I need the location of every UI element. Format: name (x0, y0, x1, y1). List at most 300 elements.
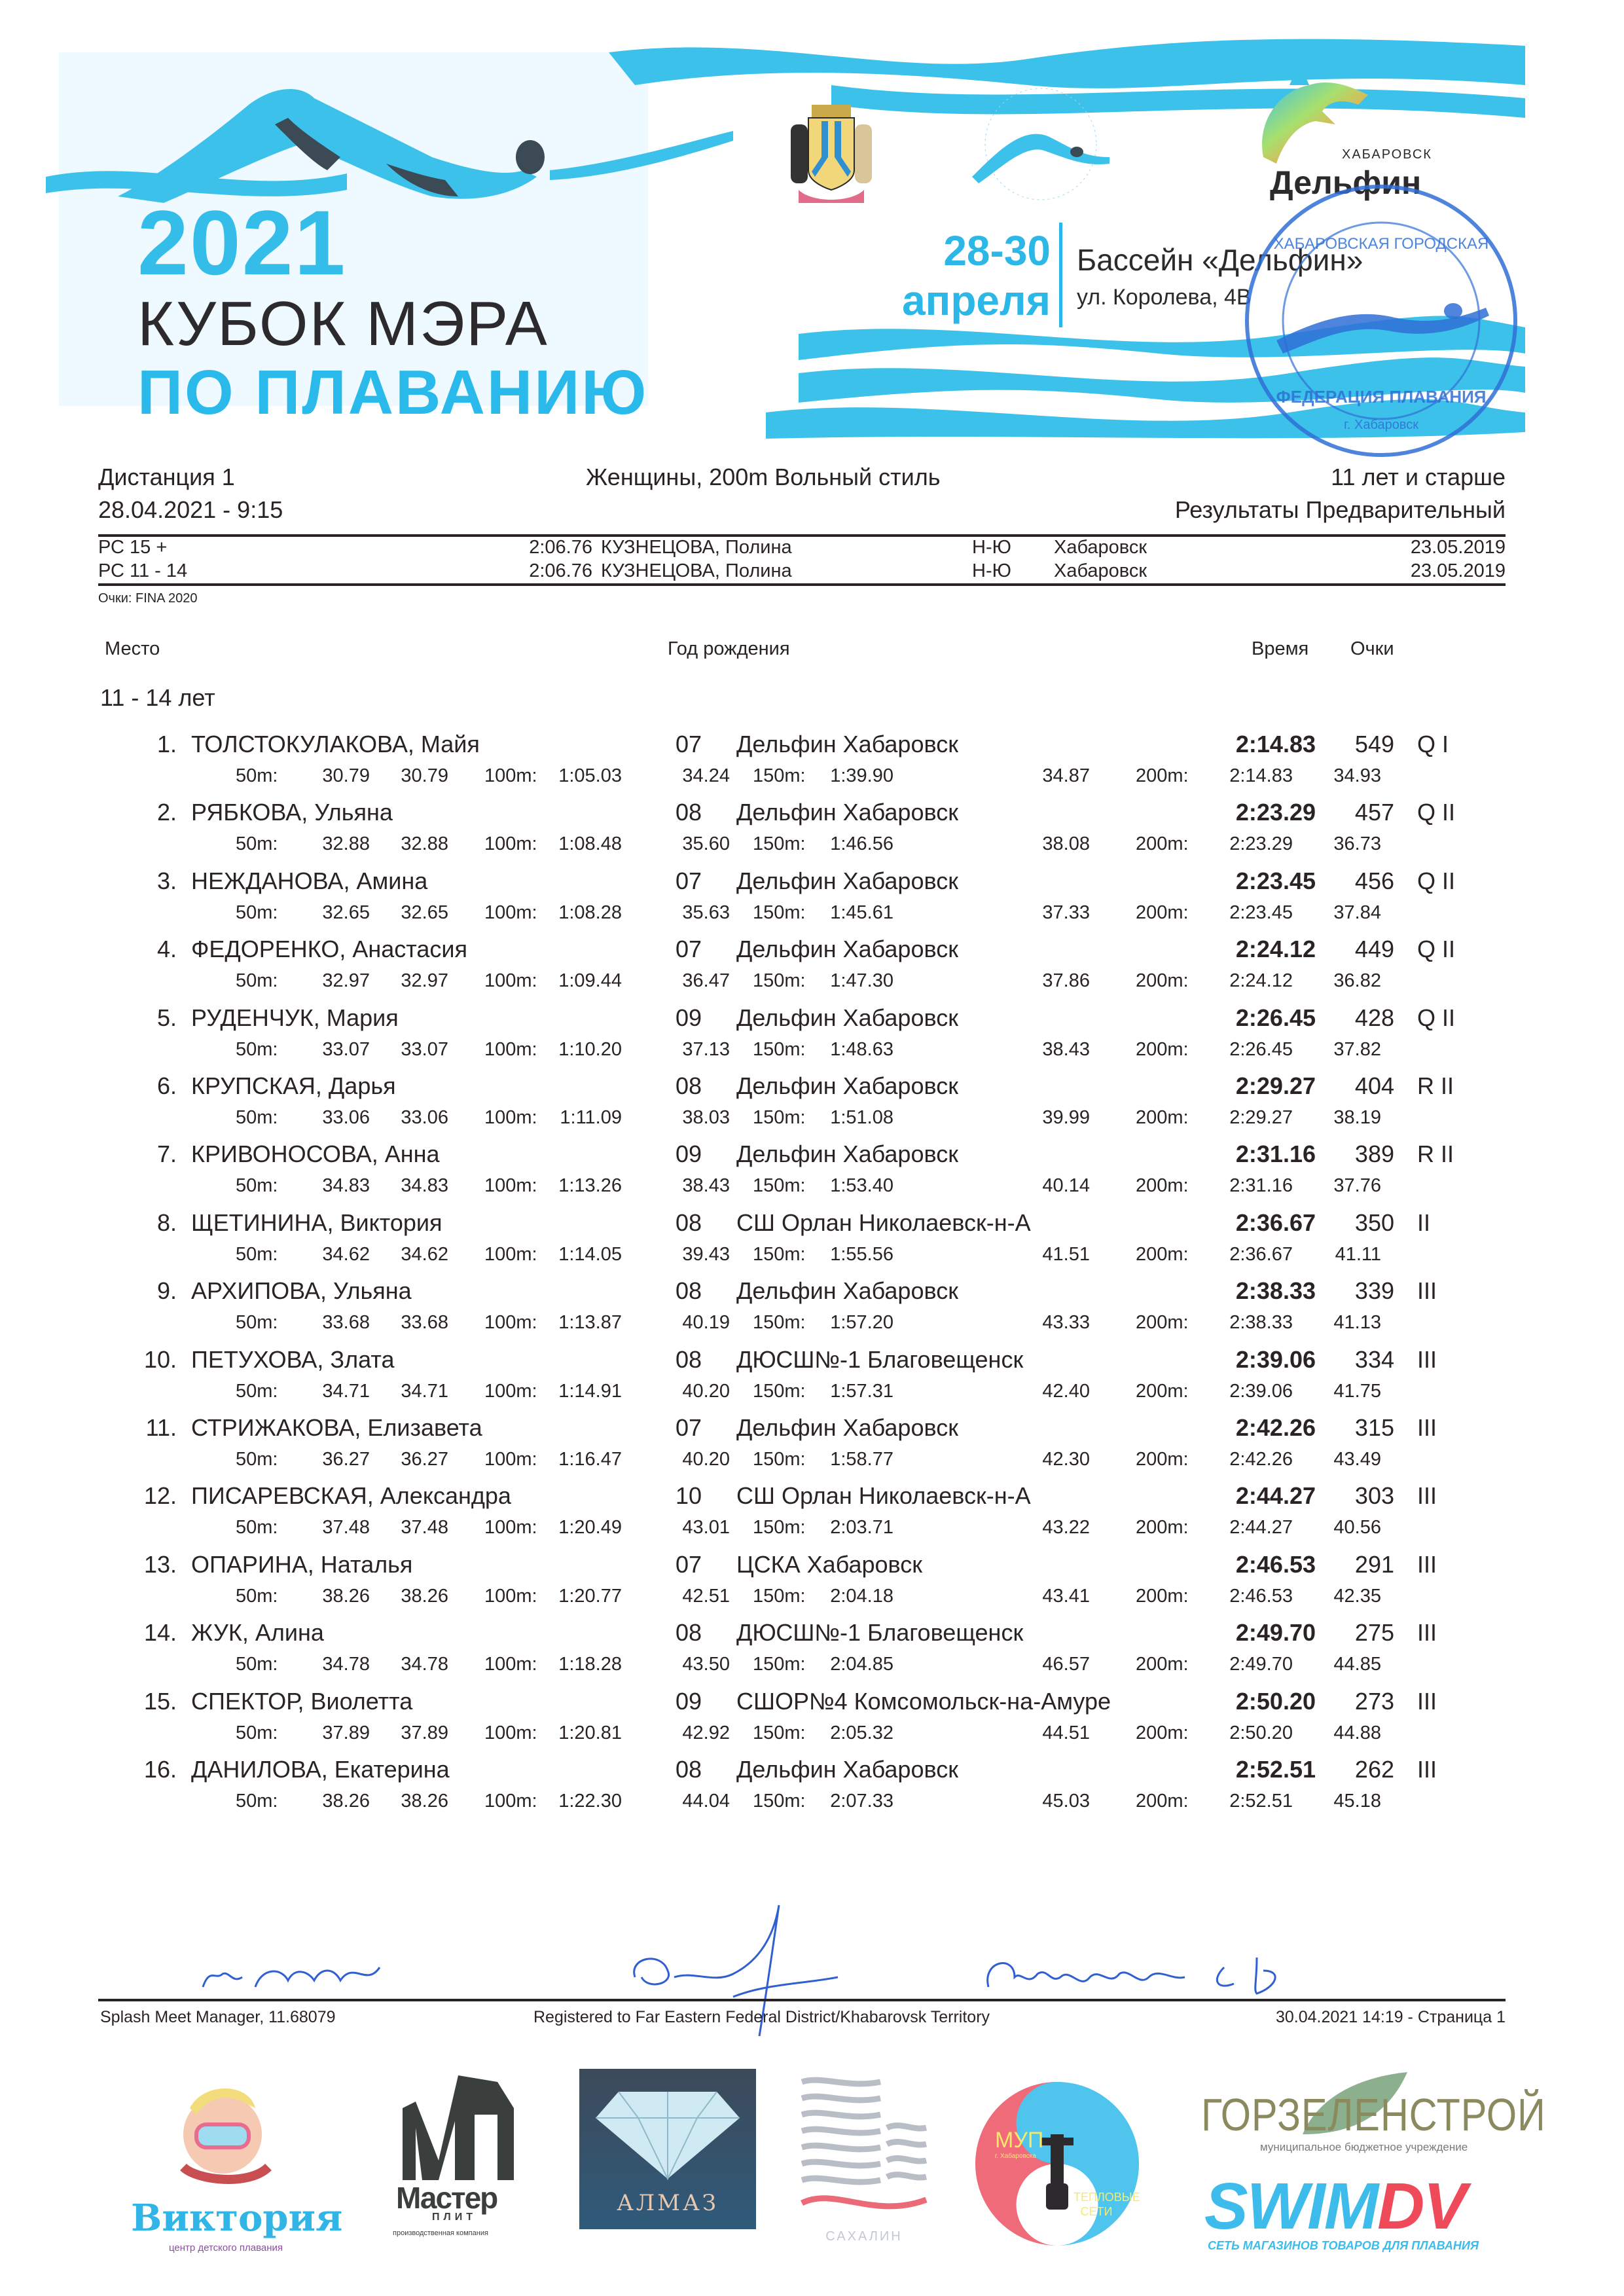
record-club: Н-Ю (972, 560, 1011, 581)
split-time-100: 1:14.91 (558, 1381, 622, 1402)
sponsor-swimdv-logo (1204, 2170, 1466, 2243)
split-time-50: 33.06 (322, 1107, 370, 1128)
split-lap-200: 41.75 (1333, 1381, 1381, 1402)
qualification: III (1417, 1619, 1437, 1646)
footer-printed: 30.04.2021 14:19 - Страница 1 (1275, 2008, 1506, 2026)
athlete-name: ЩЕТИНИНА, Виктория (191, 1209, 442, 1236)
athlete-name: ТОЛСТОКУЛАКОВА, Майя (191, 731, 480, 757)
club-name: ДЮСШ№-1 Благовещенск (736, 1619, 1024, 1646)
stamp-text-top: ХАБАРОВСКАЯ ГОРОДСКАЯ (1273, 235, 1489, 253)
split-time-100: 1:13.87 (558, 1312, 622, 1333)
birth-year: 07 (675, 936, 702, 962)
federation-logo-icon (959, 79, 1123, 210)
split-lap-200: 41.13 (1333, 1312, 1381, 1333)
split-label-100: 100m: (484, 1175, 537, 1196)
split-label-150: 150m: (753, 1449, 806, 1470)
event-name: Женщины, 200m Вольный стиль (586, 464, 941, 490)
final-time: 2:26.45 (1235, 1004, 1316, 1031)
split-time-200: 2:50.20 (1229, 1722, 1293, 1743)
club-name: Дельфин Хабаровск (736, 731, 958, 757)
split-time-100: 1:10.20 (558, 1039, 622, 1060)
split-lap-50: 33.06 (401, 1107, 448, 1128)
split-label-100: 100m: (484, 1586, 537, 1607)
split-label-200: 200m: (1136, 1039, 1189, 1060)
record-holder: КУЗНЕЦОВА, Полина (601, 537, 792, 558)
sponsor-viktoria-name: Виктория (131, 2196, 343, 2240)
split-time-50: 38.26 (322, 1586, 370, 1607)
result-place: 11. (145, 1414, 177, 1441)
split-label-100: 100m: (484, 1381, 537, 1402)
result-row (0, 1482, 1624, 1558)
athlete-name: ЖУК, Алина (191, 1619, 324, 1646)
event-number: Дистанция 1 (98, 464, 235, 490)
split-lap-150: 44.51 (1042, 1722, 1090, 1743)
sponsor-master-plit-subtitle: производственная компания (393, 2229, 488, 2237)
sponsor-swimdv-subtitle: СЕТЬ МАГАЗИНОВ ТОВАРОВ ДЛЯ ПЛАВАНИЯ (1208, 2239, 1479, 2252)
qualification: II (1417, 1209, 1431, 1236)
split-lap-200: 42.35 (1333, 1586, 1381, 1607)
split-time-100: 1:13.26 (558, 1175, 622, 1196)
split-label-100: 100m: (484, 1107, 537, 1128)
split-label-100: 100m: (484, 1517, 537, 1538)
fina-points: 275 (1354, 1619, 1394, 1646)
split-label-100: 100m: (484, 765, 537, 786)
split-label-150: 150m: (753, 1381, 806, 1402)
split-time-200: 2:44.27 (1229, 1517, 1293, 1538)
split-label-100: 100m: (484, 1654, 537, 1675)
record-date: 23.05.2019 (1410, 560, 1506, 581)
qualification: Q I (1417, 731, 1449, 757)
club-name: СШ Орлан Николаевск-н-А (736, 1482, 1031, 1509)
split-lap-200: 36.82 (1333, 970, 1381, 991)
split-time-100: 1:11.09 (560, 1107, 622, 1128)
swimmer-girl-icon (157, 2069, 288, 2200)
split-time-150: 1:57.20 (830, 1312, 893, 1333)
split-time-50: 33.07 (322, 1039, 370, 1060)
split-lap-150: 45.03 (1042, 1791, 1090, 1812)
athlete-name: ПИСАРЕВСКАЯ, Александра (191, 1482, 511, 1509)
split-label-200: 200m: (1136, 1449, 1189, 1470)
fina-points: 428 (1354, 1004, 1394, 1031)
split-lap-100: 43.50 (682, 1654, 730, 1675)
split-lap-150: 38.43 (1042, 1039, 1090, 1060)
split-lap-100: 35.60 (682, 833, 730, 854)
split-lap-100: 36.47 (682, 970, 730, 991)
athlete-name: РЯБКОВА, Ульяна (191, 799, 393, 826)
split-lap-100: 38.03 (682, 1107, 730, 1128)
result-place: 3. (156, 867, 177, 894)
fina-points: 350 (1354, 1209, 1394, 1236)
stamp-text-bottom: ФЕДЕРАЦИЯ ПЛАВАНИЯ (1276, 387, 1487, 407)
split-label-200: 200m: (1136, 1517, 1189, 1538)
club-name: СШ Орлан Николаевск-н-А (736, 1209, 1031, 1236)
fina-points: 549 (1354, 731, 1394, 757)
record-label: РС 15 + (98, 537, 168, 558)
split-time-200: 2:31.16 (1229, 1175, 1293, 1196)
split-time-200: 2:49.70 (1229, 1654, 1293, 1675)
split-label-150: 150m: (753, 1107, 806, 1128)
split-lap-150: 43.22 (1042, 1517, 1090, 1538)
dolphin-logo-city: ХАБАРОВСК (1342, 147, 1432, 162)
qualification: III (1417, 1277, 1437, 1304)
sponsor-gorzelenstroy-name: ГОРЗЕЛЕНСТРОЙ (1201, 2089, 1546, 2140)
split-label-200: 200m: (1136, 1244, 1189, 1265)
banner-title-line2: ПО ПЛАВАНИЮ (137, 357, 649, 428)
final-time: 2:49.70 (1235, 1619, 1316, 1646)
split-time-100: 1:20.77 (558, 1586, 622, 1607)
split-time-150: 1:48.63 (830, 1039, 893, 1060)
final-time: 2:31.16 (1235, 1140, 1316, 1167)
fina-points: 291 (1354, 1551, 1394, 1578)
column-header-place: Место (105, 638, 160, 659)
venue-name: Бассейн «Дельфин» (1077, 243, 1363, 277)
event-dates-range: 28-30 (943, 227, 1051, 274)
split-lap-100: 40.19 (682, 1312, 730, 1333)
split-lap-200: 45.18 (1333, 1791, 1381, 1812)
final-time: 2:36.67 (1235, 1209, 1316, 1236)
birth-year: 08 (675, 799, 702, 826)
final-time: 2:24.12 (1235, 936, 1316, 962)
result-place: 9. (156, 1277, 177, 1304)
split-time-200: 2:46.53 (1229, 1586, 1293, 1607)
split-lap-200: 44.88 (1333, 1722, 1381, 1743)
split-label-200: 200m: (1136, 765, 1189, 786)
split-label-100: 100m: (484, 833, 537, 854)
fina-points: 457 (1354, 799, 1394, 826)
split-time-200: 2:38.33 (1229, 1312, 1293, 1333)
split-label-50: 50m: (236, 970, 278, 991)
qualification: Q II (1417, 867, 1456, 894)
split-lap-50: 38.26 (401, 1586, 448, 1607)
athlete-name: РУДЕНЧУК, Мария (191, 1004, 399, 1031)
result-row (0, 1550, 1624, 1627)
result-row (0, 1755, 1624, 1832)
split-label-100: 100m: (484, 1244, 537, 1265)
footer-software: Splash Meet Manager, 11.68079 (100, 2008, 336, 2026)
fina-points: 262 (1354, 1756, 1394, 1783)
split-time-200: 2:29.27 (1229, 1107, 1293, 1128)
coat-of-arms-icon (785, 98, 877, 210)
qualification: III (1417, 1688, 1437, 1715)
sponsor-swimdv (1204, 2170, 1532, 2265)
qualification: R II (1417, 1140, 1454, 1167)
split-lap-150: 40.14 (1042, 1175, 1090, 1196)
split-label-150: 150m: (753, 833, 806, 854)
final-time: 2:46.53 (1235, 1551, 1316, 1578)
split-lap-50: 34.78 (401, 1654, 448, 1675)
split-label-50: 50m: (236, 1175, 278, 1196)
split-label-50: 50m: (236, 833, 278, 854)
qualification: III (1417, 1756, 1437, 1783)
club-name: Дельфин Хабаровск (736, 936, 958, 962)
sponsor-sakhalin-name: САХАЛИН (825, 2229, 903, 2244)
split-lap-150: 37.86 (1042, 970, 1090, 991)
sponsor-master-plit-name: Мастер (396, 2181, 497, 2215)
split-time-50: 36.27 (322, 1449, 370, 1470)
split-time-100: 1:20.81 (558, 1722, 622, 1743)
split-label-50: 50m: (236, 1722, 278, 1743)
sponsor-viktoria-subtitle: центр детского плавания (168, 2242, 283, 2253)
split-lap-50: 30.79 (401, 765, 448, 786)
birth-year: 08 (675, 1756, 702, 1783)
master-plit-logo-icon (399, 2069, 517, 2187)
result-place: 10. (143, 1346, 177, 1373)
final-time: 2:29.27 (1235, 1072, 1316, 1099)
result-row (0, 1687, 1624, 1764)
split-lap-100: 43.01 (682, 1517, 730, 1538)
birth-year: 08 (675, 1209, 702, 1236)
athlete-name: КРУПСКАЯ, Дарья (191, 1072, 396, 1099)
sponsor-mup-teplovye-seti (969, 2075, 1146, 2252)
club-name: Дельфин Хабаровск (736, 867, 958, 894)
split-time-150: 1:46.56 (830, 833, 893, 854)
split-lap-50: 34.83 (401, 1175, 448, 1196)
split-label-50: 50m: (236, 1654, 278, 1675)
record-time: 2:06.76 (529, 560, 592, 581)
club-name: ДЮСШ№-1 Благовещенск (736, 1346, 1024, 1373)
column-header-points: Очки (1350, 638, 1394, 659)
sponsor-mup-subtitle: ТЕПЛОВЫЕ СЕТИ (1074, 2191, 1140, 2218)
split-time-100: 1:16.47 (558, 1449, 622, 1470)
split-time-150: 2:07.33 (830, 1791, 893, 1812)
split-label-50: 50m: (236, 1107, 278, 1128)
qualification: III (1417, 1482, 1437, 1509)
split-label-200: 200m: (1136, 1654, 1189, 1675)
result-row (0, 867, 1624, 943)
final-time: 2:42.26 (1235, 1414, 1316, 1441)
split-lap-150: 43.33 (1042, 1312, 1090, 1333)
sponsor-gorzelenstroy (1198, 2069, 1546, 2153)
split-lap-200: 37.76 (1333, 1175, 1381, 1196)
split-lap-100: 39.43 (682, 1244, 730, 1265)
split-time-50: 32.65 (322, 902, 370, 923)
split-time-100: 1:14.05 (558, 1244, 622, 1265)
split-label-150: 150m: (753, 1517, 806, 1538)
result-place: 15. (143, 1688, 177, 1715)
split-label-50: 50m: (236, 1791, 278, 1812)
final-time: 2:50.20 (1235, 1688, 1316, 1715)
result-row (0, 1072, 1624, 1148)
split-label-200: 200m: (1136, 1381, 1189, 1402)
event-header-row1 (98, 464, 1506, 495)
split-lap-150: 34.87 (1042, 765, 1090, 786)
split-lap-200: 40.56 (1333, 1517, 1381, 1538)
age-group-heading: 11 - 14 лет (100, 684, 215, 711)
split-time-150: 1:53.40 (830, 1175, 893, 1196)
result-row (0, 1004, 1624, 1080)
split-time-150: 2:03.71 (830, 1517, 893, 1538)
split-lap-100: 38.43 (682, 1175, 730, 1196)
birth-year: 07 (675, 867, 702, 894)
result-row (0, 1140, 1624, 1216)
split-label-200: 200m: (1136, 1312, 1189, 1333)
split-time-150: 1:51.08 (830, 1107, 893, 1128)
split-lap-50: 34.62 (401, 1244, 448, 1265)
sponsor-viktoria (131, 2069, 343, 2259)
split-time-200: 2:14.83 (1229, 765, 1293, 786)
split-label-200: 200m: (1136, 1586, 1189, 1607)
split-label-150: 150m: (753, 765, 806, 786)
athlete-name: СПЕКТОР, Виолетта (191, 1688, 413, 1715)
split-label-50: 50m: (236, 902, 278, 923)
split-lap-200: 41.11 (1335, 1244, 1381, 1265)
split-time-100: 1:08.28 (558, 902, 622, 923)
final-time: 2:14.83 (1235, 731, 1316, 757)
split-label-100: 100m: (484, 1312, 537, 1333)
split-lap-200: 37.84 (1333, 902, 1381, 923)
qualification: Q II (1417, 936, 1456, 962)
result-row (0, 1413, 1624, 1490)
banner-title-line1: КУБОК МЭРА (137, 289, 549, 359)
split-time-100: 1:20.49 (558, 1517, 622, 1538)
qualification: R II (1417, 1072, 1454, 1099)
result-place: 14. (143, 1619, 177, 1646)
stamp-text-city: г. Хабаровск (1344, 418, 1418, 432)
result-place: 7. (156, 1140, 177, 1167)
birth-year: 08 (675, 1072, 702, 1099)
fina-points: 315 (1354, 1414, 1394, 1441)
signature-secretary (975, 1941, 1394, 2000)
split-label-100: 100m: (484, 1722, 537, 1743)
split-time-150: 2:04.18 (830, 1586, 893, 1607)
split-lap-200: 34.93 (1333, 765, 1381, 786)
event-header-row2 (98, 496, 1506, 528)
birth-year: 08 (675, 1346, 702, 1373)
split-time-150: 1:57.31 (830, 1381, 893, 1402)
split-label-200: 200m: (1136, 1175, 1189, 1196)
split-label-200: 200m: (1136, 833, 1189, 854)
split-lap-50: 34.71 (401, 1381, 448, 1402)
result-row (0, 1209, 1624, 1285)
record-holder: КУЗНЕЦОВА, Полина (601, 560, 792, 581)
record-city: Хабаровск (1054, 537, 1147, 558)
split-lap-100: 40.20 (682, 1381, 730, 1402)
split-lap-100: 44.04 (682, 1791, 730, 1812)
final-time: 2:23.29 (1235, 799, 1316, 826)
record-time: 2:06.76 (529, 537, 592, 558)
fina-points: 404 (1354, 1072, 1394, 1099)
split-lap-50: 32.97 (401, 970, 448, 991)
split-lap-200: 43.49 (1333, 1449, 1381, 1470)
split-lap-50: 32.65 (401, 902, 448, 923)
diamond-icon (592, 2088, 743, 2180)
birth-year: 10 (675, 1482, 702, 1509)
split-label-150: 150m: (753, 1654, 806, 1675)
birth-year: 07 (675, 1414, 702, 1441)
split-lap-150: 37.33 (1042, 902, 1090, 923)
fina-points: 334 (1354, 1346, 1394, 1373)
split-time-50: 34.62 (322, 1244, 370, 1265)
event-dates-month: апреля (902, 277, 1051, 324)
split-time-200: 2:23.29 (1229, 833, 1293, 854)
athlete-name: ДАНИЛОВА, Екатерина (191, 1756, 450, 1783)
sponsor-master-plit (393, 2069, 524, 2246)
split-time-150: 1:39.90 (830, 765, 893, 786)
split-label-50: 50m: (236, 1039, 278, 1060)
split-lap-50: 33.07 (401, 1039, 448, 1060)
split-label-50: 50m: (236, 765, 278, 786)
split-lap-150: 43.41 (1042, 1586, 1090, 1607)
athlete-name: АРХИПОВА, Ульяна (191, 1277, 412, 1304)
split-label-150: 150m: (753, 1722, 806, 1743)
split-lap-150: 42.40 (1042, 1381, 1090, 1402)
results-status: Результаты Предварительный (1174, 496, 1506, 523)
athlete-name: ФЕДОРЕНКО, Анастасия (191, 936, 467, 962)
record-city: Хабаровск (1054, 560, 1147, 581)
split-lap-200: 36.73 (1333, 833, 1381, 854)
result-row (0, 935, 1624, 1011)
split-time-50: 37.89 (322, 1722, 370, 1743)
split-time-50: 33.68 (322, 1312, 370, 1333)
split-time-50: 32.97 (322, 970, 370, 991)
venue-address: ул. Королева, 4В (1077, 285, 1252, 310)
split-time-150: 1:55.56 (830, 1244, 893, 1265)
split-lap-100: 34.24 (682, 765, 730, 786)
split-lap-50: 32.88 (401, 833, 448, 854)
sakhalin-waves-icon (795, 2069, 933, 2226)
sponsor-almaz (579, 2069, 756, 2229)
split-label-200: 200m: (1136, 1107, 1189, 1128)
sponsor-sakhalin (795, 2069, 933, 2259)
split-label-150: 150m: (753, 1244, 806, 1265)
split-time-50: 30.79 (322, 765, 370, 786)
split-time-150: 1:58.77 (830, 1449, 893, 1470)
split-label-150: 150m: (753, 1039, 806, 1060)
qualification: Q II (1417, 1004, 1456, 1031)
club-name: Дельфин Хабаровск (736, 1756, 958, 1783)
split-time-100: 1:09.44 (558, 970, 622, 991)
split-label-100: 100m: (484, 1791, 537, 1812)
club-name: Дельфин Хабаровск (736, 1072, 958, 1099)
event-banner (46, 26, 1551, 445)
split-lap-150: 38.08 (1042, 833, 1090, 854)
divider (98, 583, 1506, 586)
split-label-200: 200m: (1136, 1791, 1189, 1812)
club-name: Дельфин Хабаровск (736, 1140, 958, 1167)
birth-year: 08 (675, 1277, 702, 1304)
result-place: 12. (143, 1482, 177, 1509)
result-row (0, 1618, 1624, 1695)
split-label-200: 200m: (1136, 970, 1189, 991)
split-label-50: 50m: (236, 1586, 278, 1607)
split-lap-100: 42.51 (682, 1586, 730, 1607)
result-place: 4. (156, 936, 177, 962)
final-time: 2:44.27 (1235, 1482, 1316, 1509)
split-lap-150: 42.30 (1042, 1449, 1090, 1470)
split-time-100: 1:08.48 (558, 833, 622, 854)
age-category: 11 лет и старше (1331, 464, 1506, 490)
sponsor-master-plit-name2: ПЛИТ (432, 2212, 477, 2223)
result-place: 16. (143, 1756, 177, 1783)
split-lap-150: 39.99 (1042, 1107, 1090, 1128)
footer-registration: Registered to Far Eastern Federal District/Khabarovsk Territory (533, 2008, 990, 2026)
sponsor-mup-name: МУП (995, 2128, 1044, 2153)
fina-points: 389 (1354, 1140, 1394, 1167)
club-name: Дельфин Хабаровск (736, 799, 958, 826)
split-lap-50: 36.27 (401, 1449, 448, 1470)
split-label-50: 50m: (236, 1381, 278, 1402)
points-note: Очки: FINA 2020 (98, 591, 198, 606)
final-time: 2:52.51 (1235, 1756, 1316, 1783)
club-name: ЦСКА Хабаровск (736, 1551, 922, 1578)
split-time-200: 2:52.51 (1229, 1791, 1293, 1812)
result-row (0, 730, 1624, 807)
result-place: 6. (156, 1072, 177, 1099)
split-time-50: 37.48 (322, 1517, 370, 1538)
sponsor-swimdv-part2: DV (1377, 2170, 1466, 2243)
dates-divider (1059, 223, 1062, 327)
club-name: Дельфин Хабаровск (736, 1414, 958, 1441)
